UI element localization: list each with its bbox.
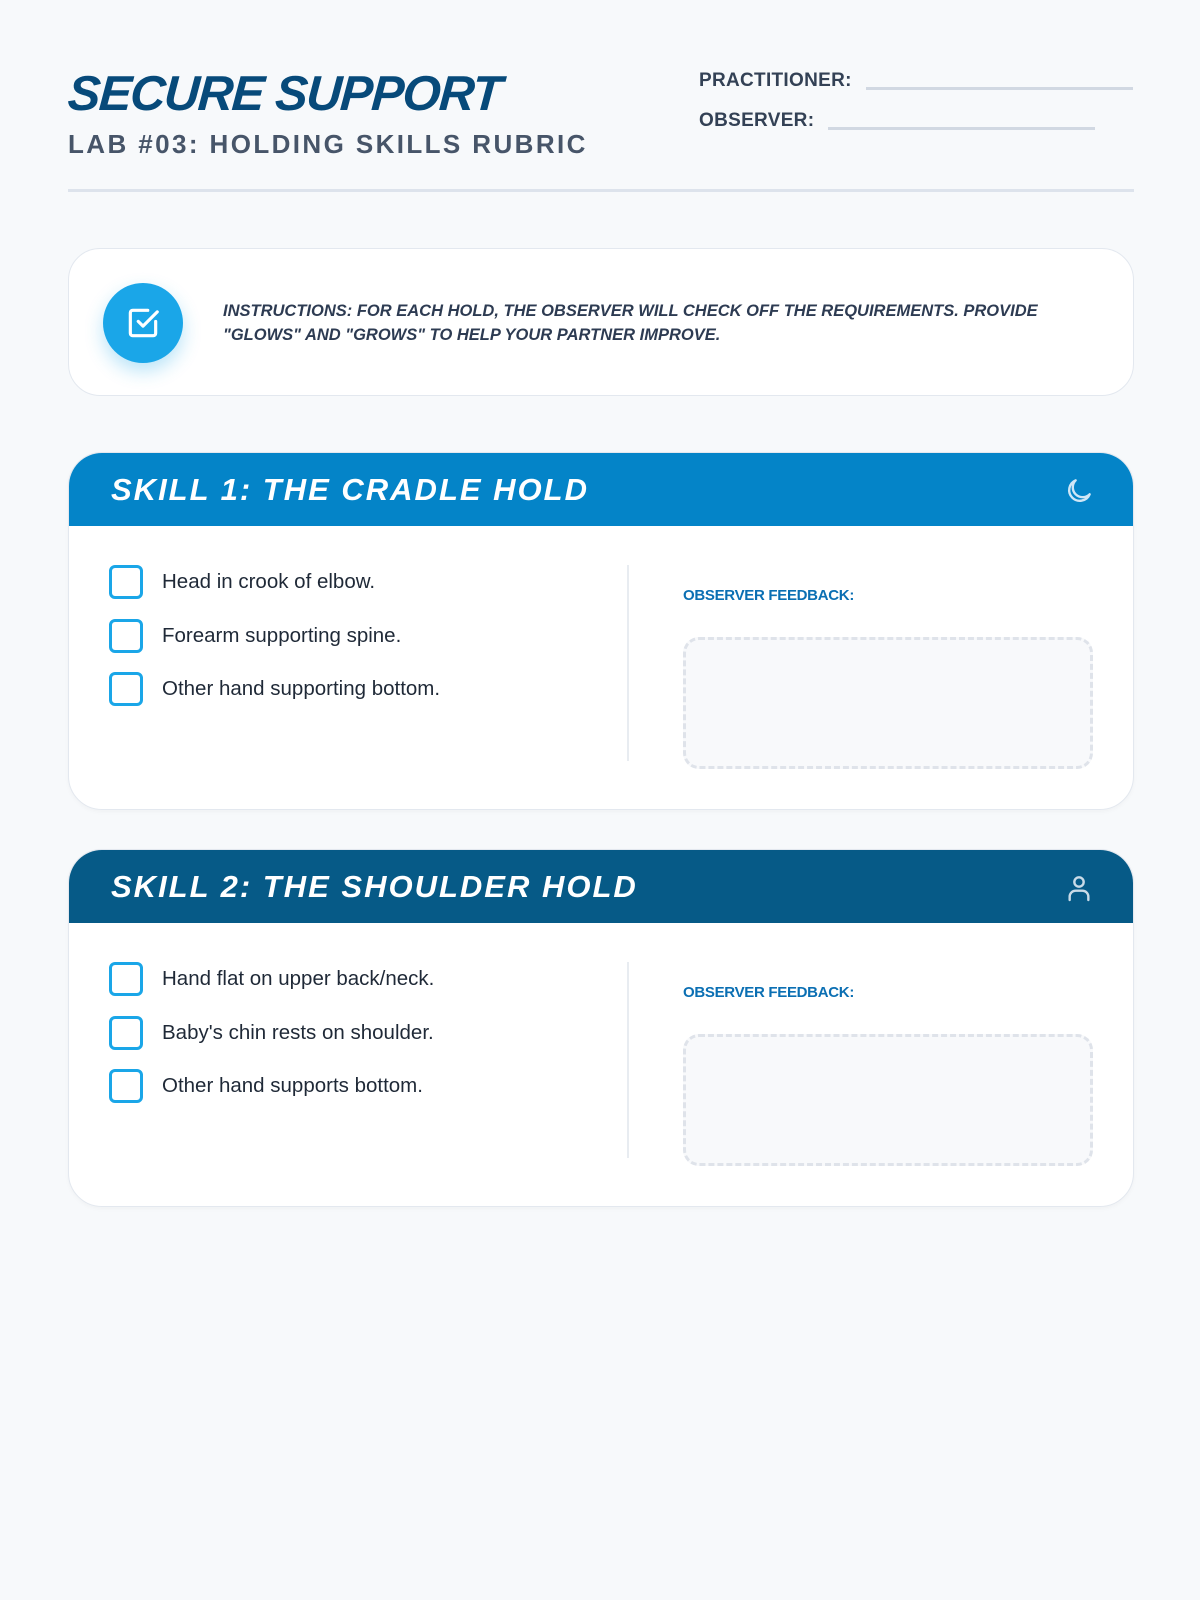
observer-feedback-box[interactable]	[683, 637, 1093, 769]
checkbox[interactable]	[109, 1069, 143, 1103]
checkbox[interactable]	[109, 565, 143, 599]
checklist-item-label: Hand flat on upper back/neck.	[162, 967, 435, 990]
observer-field	[699, 110, 1095, 132]
skill-card-cradle-hold	[68, 452, 1134, 810]
observer-feedback-box[interactable]	[683, 1034, 1093, 1166]
skill-header	[69, 850, 1133, 923]
checklist-item-label: Baby's chin rests on shoulder.	[162, 1020, 434, 1044]
checklist-item	[109, 1069, 434, 1103]
skill-header	[69, 453, 1133, 526]
observer-feedback-label: OBSERVER FEEDBACK:	[683, 984, 855, 1001]
checkbox[interactable]	[109, 962, 143, 996]
worksheet-header	[68, 62, 1134, 192]
checklist-item-label: Other hand supports bottom.	[162, 1074, 423, 1097]
checklist-item-label: Forearm supporting spine.	[162, 623, 402, 647]
requirements-checklist	[109, 565, 440, 726]
observer-feedback-label: OBSERVER FEEDBACK:	[683, 587, 855, 604]
checklist-item	[109, 962, 434, 996]
skill-card-shoulder-hold	[68, 849, 1134, 1207]
skill-title: SKILL 1: THE CRADLE HOLD	[111, 471, 589, 507]
column-divider	[627, 565, 629, 761]
practitioner-line[interactable]	[866, 87, 1133, 90]
instructions-card	[68, 248, 1134, 396]
instructions-text: INSTRUCTIONS: FOR EACH HOLD, THE OBSERVER WILL CHECK OFF THE REQUIREMENTS. PROVIDE "GLOWS" AND "GROWS" TO HELP YOUR PARTNER IMPROVE.	[223, 302, 1038, 344]
observer-line[interactable]	[828, 127, 1095, 130]
skill-title: SKILL 2: THE SHOULDER HOLD	[111, 868, 638, 904]
checklist-item-label: Other hand supporting bottom.	[162, 677, 441, 700]
requirements-checklist	[109, 962, 434, 1123]
checklist-item	[109, 619, 440, 653]
checklist-item	[109, 672, 440, 706]
checkbox[interactable]	[109, 619, 143, 653]
person-icon	[1063, 872, 1095, 904]
checkbox-check-icon	[103, 283, 183, 363]
page-subtitle: LAB #03: HOLDING SKILLS RUBRIC	[68, 129, 588, 159]
moon-icon	[1063, 475, 1095, 507]
checklist-item-label: Head in crook of elbow.	[162, 570, 376, 593]
practitioner-field	[699, 70, 1133, 92]
page-title: SECURE SUPPORT	[66, 67, 503, 121]
checkbox[interactable]	[109, 672, 143, 706]
checklist-item	[109, 565, 440, 599]
observer-label: OBSERVER:	[699, 110, 815, 131]
practitioner-label: PRACTITIONER:	[699, 70, 852, 91]
checkbox[interactable]	[109, 1016, 143, 1050]
checklist-item	[109, 1016, 434, 1050]
column-divider	[627, 962, 629, 1158]
